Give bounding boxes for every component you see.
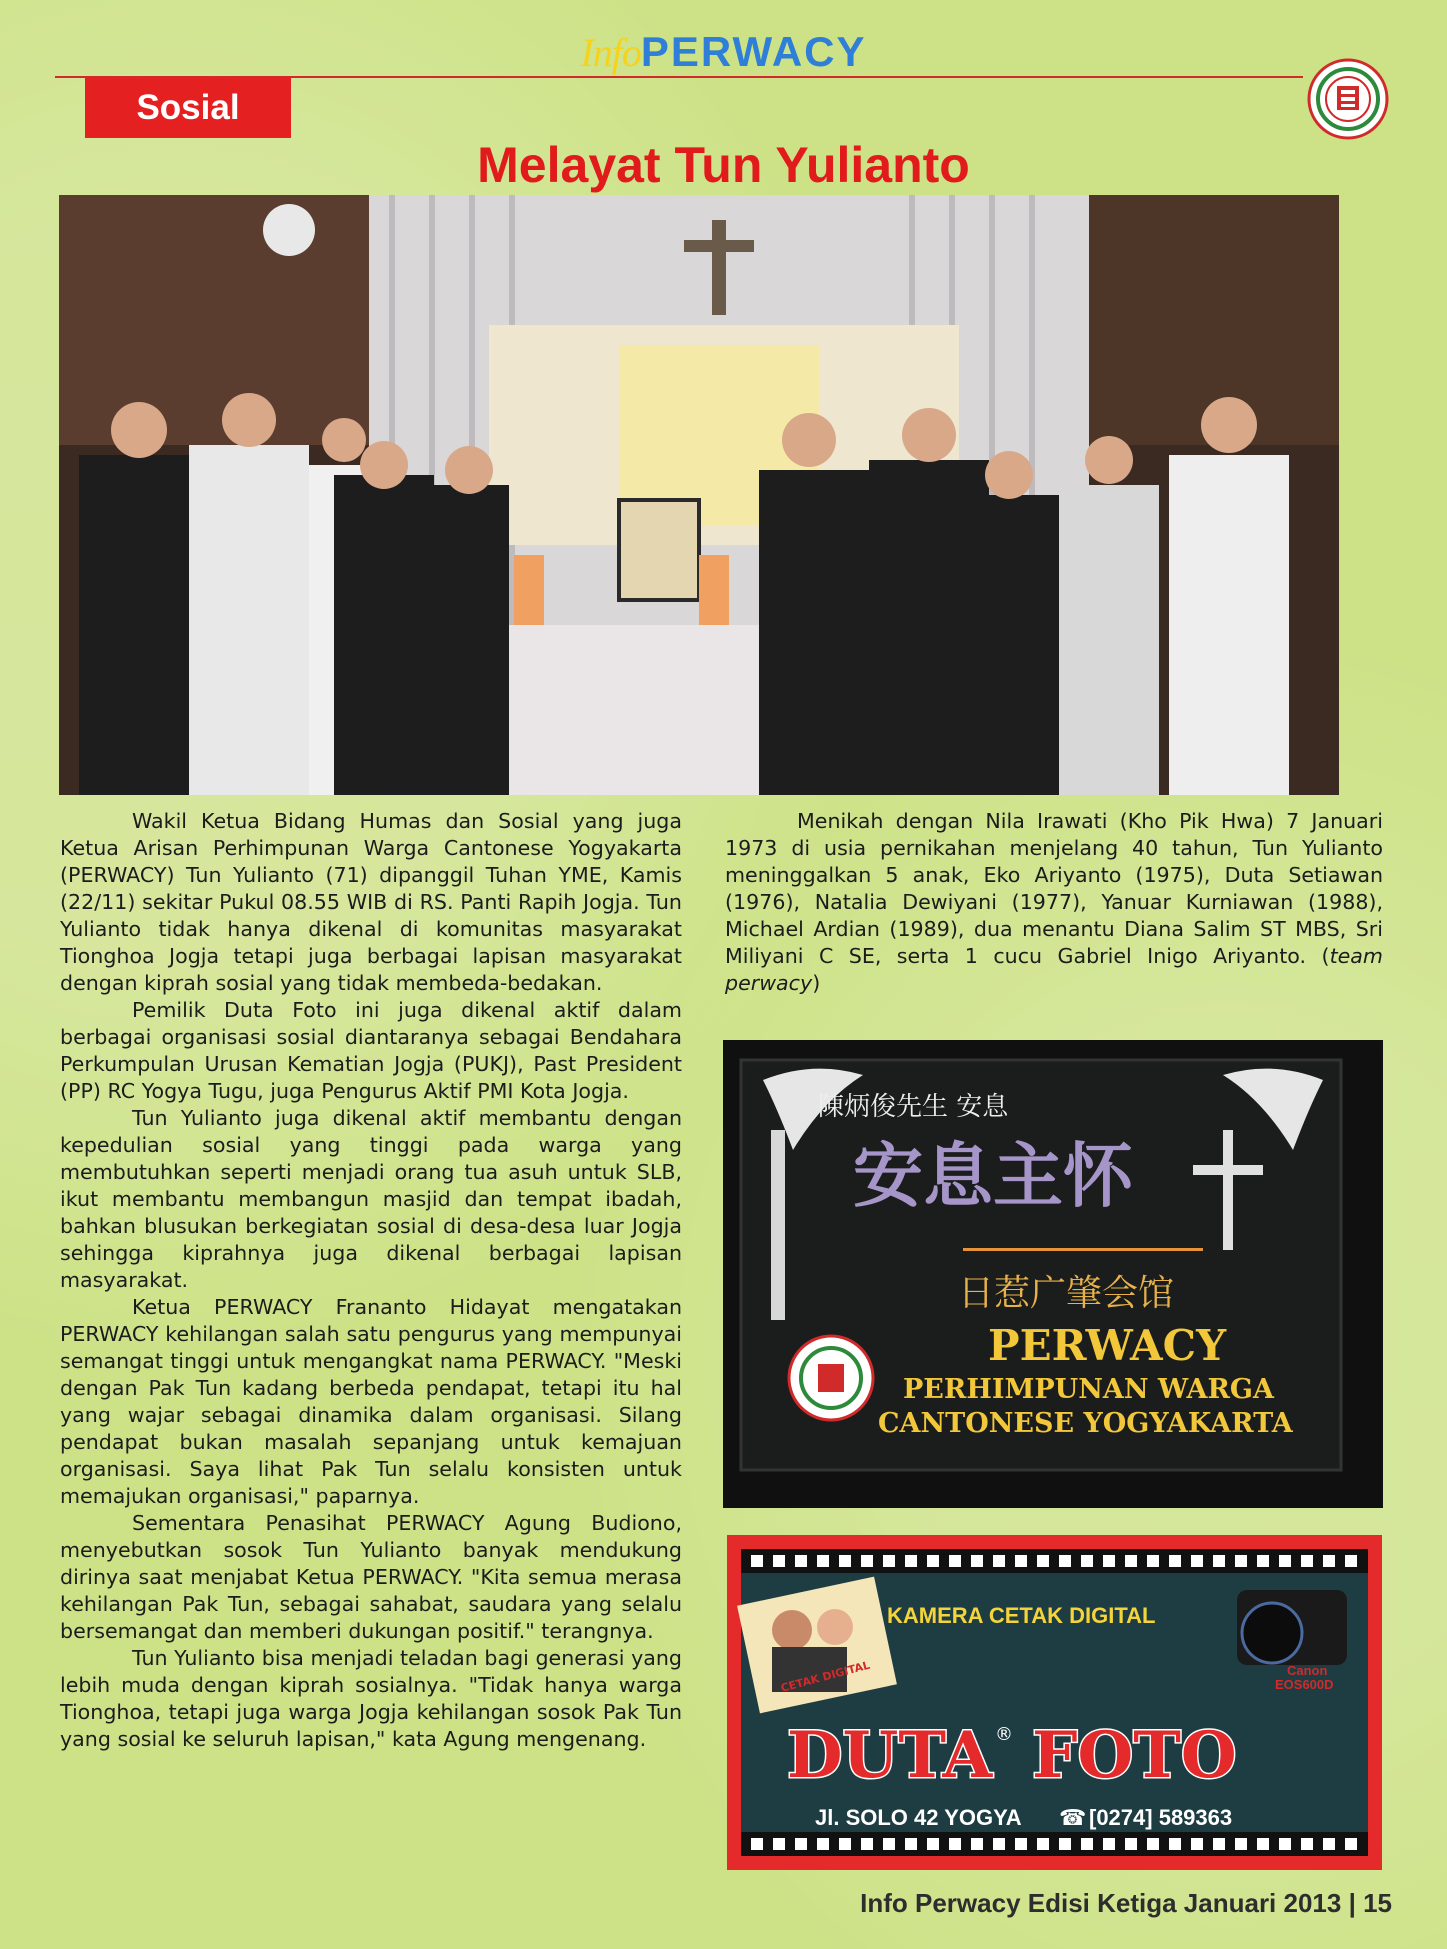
film-perforation (817, 1555, 829, 1567)
article-right-column (725, 808, 1383, 997)
paragraph: Wakil Ketua Bidang Humas dan Sosial yang juga Ketua Arisan Perhimpunan Warga Cantonese Yogyakarta (PERWACY) Tun Yulianto (71) dipanggil Tuhan YME, Kamis (22/11) sekitar Pukul 08.55 WIB di RS. Panti Rapih Jogja. Tun Yulianto tidak hanya dikenal di komunitas masyarakat Tionghoa Jogja tetapi juga berbagai lapisan masyarakat dengan kiprah sosial yang tidak membeda-bedakan. (60, 809, 682, 995)
film-perforation (839, 1555, 851, 1567)
paragraph-close: ) (812, 971, 821, 995)
film-perforation (883, 1838, 895, 1850)
film-perforation (1323, 1555, 1335, 1567)
film-perforation (1235, 1555, 1247, 1567)
film-perforation (1345, 1555, 1357, 1567)
perwacy-logo-icon (1307, 58, 1389, 140)
ad-tagline: KAMERA CETAK DIGITAL (887, 1603, 1156, 1628)
film-perforation (1323, 1838, 1335, 1850)
film-perforation (949, 1555, 961, 1567)
film-perforation (971, 1555, 983, 1567)
film-perforation (1279, 1838, 1291, 1850)
film-perforation (949, 1838, 961, 1850)
paragraph: Sementara Penasihat PERWACY Agung Budiono, menyebutkan sosok Tun Yulianto banyak mendukung dirinya saat menjabat Ketua PERWACY. "Kita semua merasa kehilangan Pak Tun, sebagai sahabat, saudara yang selalu bersemangat dan memberi dukungan positif." terangnya. (60, 1511, 682, 1643)
film-perforation (1081, 1838, 1093, 1850)
condolence-banner-photo (723, 1040, 1383, 1508)
camera-brand: Canon (1287, 1663, 1328, 1678)
film-perforation (1301, 1555, 1313, 1567)
page-footer: Info Perwacy Edisi Ketiga Januari 2013 | 15 (860, 1888, 1392, 1918)
film-perforation (751, 1838, 763, 1850)
film-perforation (1015, 1555, 1027, 1567)
film-perforation (1279, 1555, 1291, 1567)
ad-artwork (727, 1535, 1382, 1870)
film-perforation (1125, 1838, 1137, 1850)
film-perforation (1345, 1838, 1357, 1850)
ad-brand-foto: FOTO (1032, 1718, 1237, 1793)
film-perforation (1301, 1838, 1313, 1850)
film-perforation (1103, 1555, 1115, 1567)
memorial-photo (59, 195, 1339, 795)
film-perforation (817, 1838, 829, 1850)
camera-model: EOS600D (1275, 1677, 1334, 1692)
film-perforation (861, 1838, 873, 1850)
film-perforation (1103, 1838, 1115, 1850)
film-perforation (1147, 1838, 1159, 1850)
film-perforation (795, 1555, 807, 1567)
film-perforation (773, 1838, 785, 1850)
masthead-title: PERWACY (640, 28, 867, 75)
film-perforation (1191, 1555, 1203, 1567)
ad-phone: [0274] 589363 (1089, 1805, 1233, 1830)
masthead (0, 28, 1447, 76)
film-perforation (1257, 1555, 1269, 1567)
film-perforation (971, 1838, 983, 1850)
film-perforation (993, 1555, 1005, 1567)
banner-top-text: 陳炳俊先生 安息 (818, 1092, 1009, 1122)
film-perforation (1213, 1838, 1225, 1850)
film-perforation (927, 1555, 939, 1567)
film-perforation (1191, 1838, 1203, 1850)
film-perforation (795, 1838, 807, 1850)
banner-org-line1: PERHIMPUNAN WARGA (903, 1374, 1274, 1405)
paragraph: Pemilik Duta Foto ini juga dikenal aktif dalam berbagai organisasi sosial diantaranya sebagai Bendahara Perkumpulan Urusan Kematian Jogja (PUKJ), Past President (PP) RC Yogya Tugu, juga Pengurus Aktif PMI Kota Jogja. (60, 998, 682, 1103)
author-credit: team perwacy (725, 944, 1383, 995)
paragraph-text: Menikah dengan Nila Irawati (Kho Pik Hwa) 7 Januari 1973 di usia pernikahan menjelang 40 tahun, Tun Yulianto meninggalkan 5 anak, Eko Ariyanto (1975), Duta Setiawan (1976), Natalia Dewiyani (1977), Yanuar Kurniawan (1988), Michael Ardian (1989), dua menantu Diana Salim ST MBS, Sri Miliyani C SE, serta 1 cucu Gabriel Inigo Ariyanto. ( (725, 809, 1383, 968)
ad-address: Jl. SOLO 42 YOGYA (815, 1805, 1022, 1830)
paragraph: Tun Yulianto bisa menjadi teladan bagi generasi yang lebih muda dengan kiprah sosialnya. "Tidak hanya warga Tionghoa, tetapi juga warga Jogja kehilangan sosok Pak Tun yang sosial ke seluruh lapisan," kata Agung mengenang. (60, 1646, 682, 1751)
banner-org: PERWACY (988, 1321, 1227, 1370)
banner-main-text: 安息主怀 (853, 1135, 1133, 1217)
film-perforation (993, 1838, 1005, 1850)
memorial-photo-illustration (59, 195, 1339, 795)
film-perforation (751, 1555, 763, 1567)
film-perforation (1257, 1838, 1269, 1850)
film-perforation (905, 1555, 917, 1567)
ad-photo-caption: CETAK DIGITAL (779, 1658, 872, 1695)
banner-org-cn: 日惹广肇会馆 (958, 1273, 1175, 1314)
film-perforation (1037, 1838, 1049, 1850)
film-perforation (1015, 1838, 1027, 1850)
film-perforation (839, 1838, 851, 1850)
film-perforation (1059, 1555, 1071, 1567)
condolence-banner (723, 1040, 1383, 1508)
section-tag: Sosial (85, 78, 291, 138)
film-perforation (927, 1838, 939, 1850)
ad-brand-duta: DUTA (787, 1718, 993, 1793)
duta-foto-advertisement[interactable] (727, 1535, 1382, 1870)
film-perforation (1213, 1555, 1225, 1567)
paragraph: Tun Yulianto juga dikenal aktif membantu dengan kepedulian sosial yang tinggi pada warga yang membutuhkan seperti menjadi orang tua asuh untuk SLB, ikut membantu membangun masjid dan tempat ibadah, bahkan blusukan berkegiatan sosial di desa-desa luar Jogja sehingga kiprahnya juga dikenal berbagai lapisan masyarakat. (60, 1106, 682, 1292)
film-perforation (1235, 1838, 1247, 1850)
film-perforation (883, 1555, 895, 1567)
film-perforation (1037, 1555, 1049, 1567)
telephone-icon: ☎ (1059, 1806, 1087, 1831)
film-perforation (905, 1838, 917, 1850)
film-perforation (1169, 1555, 1181, 1567)
film-perforation (1125, 1555, 1137, 1567)
paragraph: Ketua PERWACY Frananto Hidayat mengatakan PERWACY kehilangan salah satu pengurus yang mempunyai semangat tinggi untuk mengangkat nama PERWACY. "Meski dengan Pak Tun kadang berbeda pendapat, tetapi itu hal yang wajar sebagai dinamika dalam organisasi. Silang pendapat bukan masalah sepanjang untuk kemajuan organisasi. Saya lihat Pak Tun selalu konsisten untuk memajukan organisasi," paparnya. (60, 1295, 682, 1508)
film-perforation (861, 1555, 873, 1567)
paragraph (725, 808, 1383, 997)
film-perforation (1169, 1838, 1181, 1850)
film-perforation (1081, 1555, 1093, 1567)
article-title: Melayat Tun Yulianto (477, 137, 970, 193)
film-perforation (1147, 1555, 1159, 1567)
banner-org-line2: CANTONESE YOGYAKARTA (878, 1408, 1293, 1439)
article-left-column (60, 808, 682, 1753)
ad-brand-mark: ® (995, 1724, 1013, 1745)
masthead-info: Info (580, 30, 641, 75)
film-perforation (773, 1555, 785, 1567)
film-perforation (1059, 1838, 1071, 1850)
